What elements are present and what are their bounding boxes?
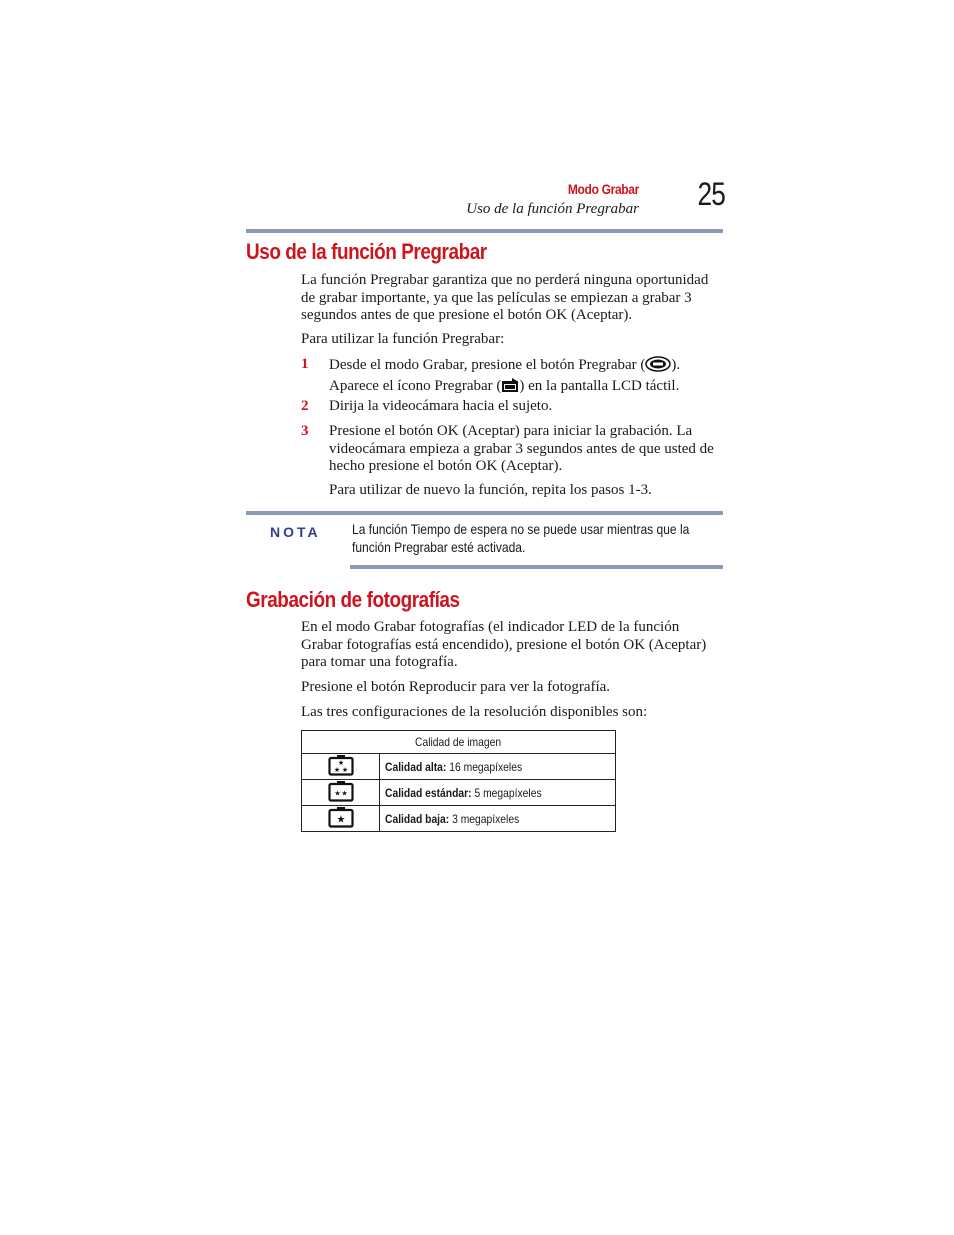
camera-one-star-icon	[302, 806, 380, 832]
svg-text:★: ★	[341, 766, 348, 774]
running-header-chapter: Modo Grabar	[567, 181, 639, 197]
paragraph: Las tres configuraciones de la resolución disponibles son:	[301, 704, 648, 720]
quality-label: Calidad alta:	[385, 759, 447, 774]
quality-value: 16 megapíxeles	[449, 759, 523, 774]
note-rule-bottom	[350, 565, 723, 569]
step-text-part: ) en la pantalla LCD táctil.	[519, 377, 680, 394]
step-text-part: ).	[671, 357, 681, 373]
running-header-section: Uso de la función Pregrabar	[466, 201, 639, 217]
quality-label: Calidad baja:	[385, 811, 450, 826]
table-cell	[380, 754, 616, 780]
quality-label: Calidad estándar:	[385, 785, 472, 800]
quality-value: 5 megapíxeles	[474, 785, 542, 800]
lead-paragraph: Para utilizar la función Pregrabar:	[301, 331, 505, 347]
header-rule	[246, 229, 723, 233]
quality-value: 3 megapíxeles	[452, 811, 520, 826]
intro-paragraph: La función Pregrabar garantiza que no perderá ninguna oportunidad de grabar importante, ya que las películas se empiezan a grabar 3 segundos antes de que presione el botón OK (Aceptar).	[301, 272, 709, 323]
pregrabar-button-icon	[645, 356, 671, 378]
table-cell	[380, 780, 616, 806]
table-header-text: Calidad de imagen	[415, 735, 502, 749]
table-row	[302, 806, 616, 832]
svg-text:★: ★	[333, 789, 341, 798]
table-row	[302, 754, 616, 780]
step-text: Dirija la videocámara hacia el sujeto.	[329, 398, 553, 414]
note-label: NOTA	[270, 524, 321, 540]
pregrabar-screen-icon	[501, 378, 519, 399]
step-number: 3	[301, 423, 309, 439]
step-number: 2	[301, 398, 309, 414]
section-title-fotografias: Grabación de fotografías	[246, 587, 460, 612]
camera-three-stars-icon	[302, 754, 380, 780]
step-number: 1	[301, 356, 309, 372]
paragraph: Presione el botón Reproducir para ver la fotografía.	[301, 679, 611, 695]
table-header	[302, 731, 616, 754]
table-row	[302, 780, 616, 806]
svg-text:★: ★	[340, 789, 348, 798]
repeat-paragraph: Para utilizar de nuevo la función, repita los pasos 1-3.	[329, 482, 652, 498]
camera-two-stars-icon	[302, 780, 380, 806]
svg-text:★: ★	[333, 766, 340, 774]
page-number: 25	[697, 176, 725, 212]
paragraph: En el modo Grabar fotografías (el indicador LED de la función Grabar fotografías está encendido), presione el botón OK (Aceptar) para tomar una fotografía.	[301, 619, 707, 670]
svg-text:★: ★	[337, 759, 344, 767]
note-text: La función Tiempo de espera no se puede usar mientras que la función Pregrabar esté activada.	[352, 521, 690, 555]
image-quality-table	[301, 730, 616, 832]
step-text: Presione el botón OK (Aceptar) para iniciar la grabación. La videocámara empieza a grabar 3 segundos antes de que usted de hecho presione el botón OK (Aceptar).	[329, 423, 714, 474]
step-text	[329, 356, 724, 398]
table-cell	[380, 806, 616, 832]
note-rule-top	[246, 511, 723, 515]
section-title-pregrabar: Uso de la función Pregrabar	[246, 239, 487, 264]
step-text-part: Desde el modo Grabar, presione el botón Pregrabar (	[329, 357, 646, 373]
step-text-part: Aparece el ícono Pregrabar (	[329, 377, 502, 394]
svg-text:★: ★	[336, 814, 345, 826]
